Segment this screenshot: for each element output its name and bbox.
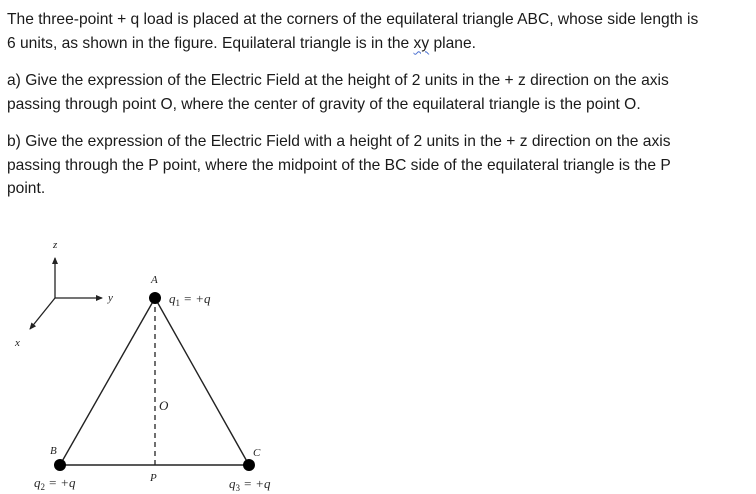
q1-symbol: q — [169, 291, 176, 306]
vertex-c-label: C — [253, 447, 261, 459]
q1-subscript: 1 — [175, 298, 180, 308]
triangle-charge-figure — [0, 225, 330, 494]
intro-line-2-start: 6 units, as shown in the figure. Equilateral triangle is in the — [7, 34, 414, 52]
part-a-question — [7, 69, 755, 116]
coordinate-axes — [14, 239, 113, 349]
point-o-label: O — [159, 398, 169, 413]
part-b-line-1: b) Give the expression of the Electric Field with a height of 2 units in the + z direction on the axis — [7, 133, 671, 150]
y-axis-label: y — [108, 292, 113, 304]
part-a-line-1: a) Give the expression of the Electric Field at the height of 2 units in the + z direction on the axis — [7, 72, 669, 89]
intro-line-2-end: plane. — [429, 34, 476, 52]
side-ab — [60, 298, 155, 465]
part-b-line-3: point. — [7, 180, 46, 197]
part-b-question — [7, 130, 755, 201]
z-axis-label: z — [53, 239, 58, 251]
x-axis-arrow — [30, 298, 55, 329]
intro-line-2 — [7, 32, 755, 56]
q3-value: = +q — [240, 476, 271, 491]
q2-value: = +q — [45, 475, 76, 490]
x-axis-label: x — [15, 337, 20, 349]
vertex-b-label: B — [50, 445, 57, 457]
intro-line-1: The three-point + q load is placed at the corners of the equilateral triangle ABC, whose side length is — [7, 11, 699, 28]
part-a-line-2: passing through point O, where the center of gravity of the equilateral triangle is the point O. — [7, 95, 641, 113]
point-p-label: P — [150, 472, 157, 484]
charge-q2-dot — [54, 459, 66, 471]
charge-q3-dot — [243, 459, 255, 471]
part-b-line-2: passing through the P point, where the midpoint of the BC side of the equilateral triangle is the P — [7, 156, 671, 174]
charge-q1-dot — [149, 292, 161, 304]
spellcheck-word-xy: xy — [413, 34, 430, 52]
problem-intro — [7, 8, 755, 55]
charge-q2-label — [34, 475, 76, 492]
q3-subscript: 3 — [235, 483, 240, 493]
q3-symbol: q — [229, 476, 236, 491]
charge-q3-label — [229, 476, 271, 493]
charge-q1-label — [169, 291, 211, 308]
side-ac — [155, 298, 249, 465]
equilateral-triangle — [60, 298, 249, 465]
q2-symbol: q — [34, 475, 41, 490]
q1-value: = +q — [180, 291, 211, 306]
q2-subscript: 2 — [40, 482, 45, 492]
vertex-a-label: A — [151, 274, 158, 286]
